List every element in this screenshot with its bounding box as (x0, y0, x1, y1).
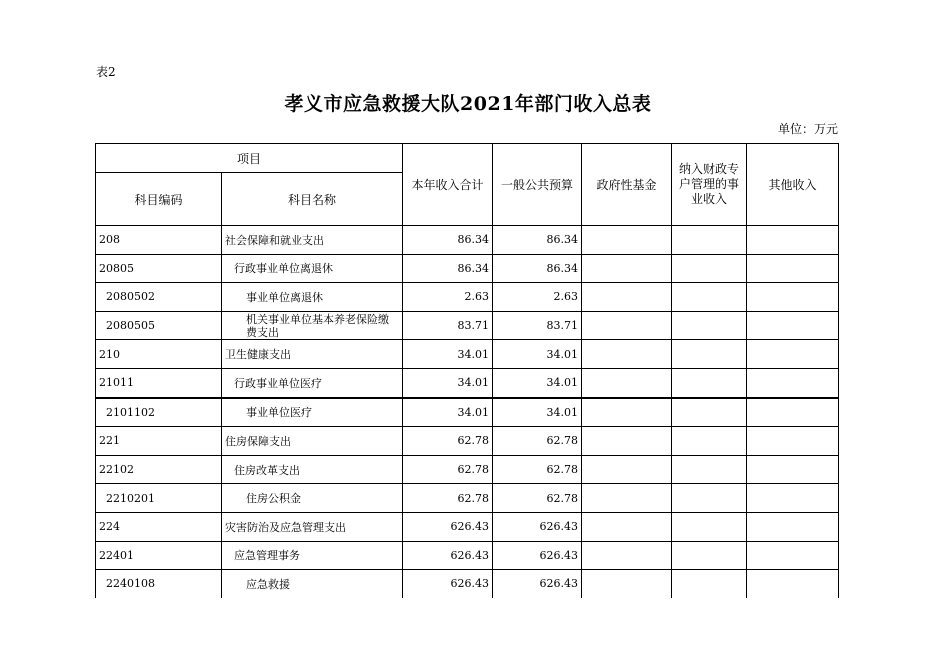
page-title: 孝义市应急救援大队2021年部门收入总表 (284, 93, 652, 115)
table-row (96, 570, 839, 598)
cell-general-budget: 2.63 (493, 283, 582, 312)
table-row (96, 311, 839, 340)
cell-code: 221 (96, 427, 222, 456)
table-row (96, 340, 839, 369)
cell-name: 事业单位离退休 (222, 283, 403, 312)
unit-label: 单位：万元 (777, 122, 838, 136)
cell-gov-fund (582, 484, 672, 513)
cell-code: 20805 (96, 254, 222, 283)
cell-name: 住房保障支出 (222, 427, 403, 456)
cell-name: 住房公积金 (222, 484, 403, 513)
cell-general-budget: 62.78 (493, 427, 582, 456)
table-row (96, 512, 839, 541)
cell-special-account (672, 484, 747, 513)
cell-gov-fund (582, 368, 672, 397)
cell-special-account (672, 570, 747, 598)
cell-gov-fund (582, 283, 672, 312)
table-row (96, 398, 839, 427)
cell-general-budget: 34.01 (493, 368, 582, 397)
cell-special-account (672, 311, 747, 340)
cell-other (747, 541, 839, 570)
cell-total: 86.34 (403, 226, 493, 255)
table-row (96, 368, 839, 397)
cell-other (747, 368, 839, 397)
cell-code: 2080505 (96, 311, 222, 340)
cell-name: 机关事业单位基本养老保险缴费支出 (222, 311, 403, 340)
cell-total: 626.43 (403, 512, 493, 541)
cell-special-account (672, 427, 747, 456)
cell-total: 34.01 (403, 398, 493, 427)
cell-special-account (672, 226, 747, 255)
cell-code: 2240108 (96, 570, 222, 598)
cell-general-budget: 62.78 (493, 484, 582, 513)
cell-code: 22401 (96, 541, 222, 570)
cell-special-account (672, 283, 747, 312)
table-row (96, 455, 839, 484)
cell-gov-fund (582, 311, 672, 340)
cell-total: 62.78 (403, 484, 493, 513)
cell-code: 208 (96, 226, 222, 255)
cell-gov-fund (582, 340, 672, 369)
revenue-table (95, 143, 839, 598)
cell-general-budget: 626.43 (493, 541, 582, 570)
cell-general-budget: 34.01 (493, 340, 582, 369)
cell-special-account (672, 455, 747, 484)
cell-name: 事业单位医疗 (222, 398, 403, 427)
cell-total: 626.43 (403, 570, 493, 598)
cell-other (747, 226, 839, 255)
table-row (96, 427, 839, 456)
cell-code: 210 (96, 340, 222, 369)
cell-general-budget: 626.43 (493, 570, 582, 598)
cell-total: 62.78 (403, 427, 493, 456)
cell-general-budget: 86.34 (493, 226, 582, 255)
cell-total: 2.63 (403, 283, 493, 312)
cell-code: 2080502 (96, 283, 222, 312)
cell-special-account (672, 398, 747, 427)
cell-code: 2101102 (96, 398, 222, 427)
cell-other (747, 570, 839, 598)
header-special-account: 纳入财政专户管理的事业收入 (672, 144, 747, 226)
cell-gov-fund (582, 427, 672, 456)
cell-other (747, 311, 839, 340)
cell-special-account (672, 541, 747, 570)
cell-total: 86.34 (403, 254, 493, 283)
cell-special-account (672, 512, 747, 541)
header-code: 科目编码 (96, 173, 222, 226)
cell-other (747, 340, 839, 369)
cell-code: 2210201 (96, 484, 222, 513)
cell-other (747, 512, 839, 541)
table-row (96, 283, 839, 312)
table-row (96, 254, 839, 283)
cell-name: 行政事业单位医疗 (222, 368, 403, 397)
cell-gov-fund (582, 226, 672, 255)
cell-gov-fund (582, 541, 672, 570)
cell-gov-fund (582, 570, 672, 598)
cell-special-account (672, 340, 747, 369)
header-other: 其他收入 (747, 144, 839, 226)
cell-general-budget: 62.78 (493, 455, 582, 484)
cell-general-budget: 86.34 (493, 254, 582, 283)
cell-code: 224 (96, 512, 222, 541)
cell-name: 行政事业单位离退休 (222, 254, 403, 283)
cell-total: 34.01 (403, 340, 493, 369)
cell-total: 34.01 (403, 368, 493, 397)
cell-name: 应急管理事务 (222, 541, 403, 570)
cell-other (747, 455, 839, 484)
header-gov-fund: 政府性基金 (582, 144, 672, 226)
header-project: 项目 (96, 144, 403, 173)
cell-general-budget: 34.01 (493, 398, 582, 427)
cell-general-budget: 83.71 (493, 311, 582, 340)
cell-special-account (672, 368, 747, 397)
table-row (96, 226, 839, 255)
cell-other (747, 398, 839, 427)
cell-general-budget: 626.43 (493, 512, 582, 541)
table-label: 表2 (96, 65, 116, 79)
cell-other (747, 283, 839, 312)
cell-code: 22102 (96, 455, 222, 484)
cell-name: 社会保障和就业支出 (222, 226, 403, 255)
cell-other (747, 427, 839, 456)
cell-total: 62.78 (403, 455, 493, 484)
cell-name: 住房改革支出 (222, 455, 403, 484)
cell-name: 应急救援 (222, 570, 403, 598)
cell-total: 83.71 (403, 311, 493, 340)
header-general-budget: 一般公共预算 (493, 144, 582, 226)
cell-name: 卫生健康支出 (222, 340, 403, 369)
cell-other (747, 254, 839, 283)
cell-gov-fund (582, 254, 672, 283)
cell-gov-fund (582, 398, 672, 427)
header-total: 本年收入合计 (403, 144, 493, 226)
cell-other (747, 484, 839, 513)
cell-gov-fund (582, 455, 672, 484)
cell-special-account (672, 254, 747, 283)
cell-total: 626.43 (403, 541, 493, 570)
table-row (96, 541, 839, 570)
table-row (96, 484, 839, 513)
cell-gov-fund (582, 512, 672, 541)
header-name: 科目名称 (222, 173, 403, 226)
cell-code: 21011 (96, 368, 222, 397)
cell-name: 灾害防治及应急管理支出 (222, 512, 403, 541)
